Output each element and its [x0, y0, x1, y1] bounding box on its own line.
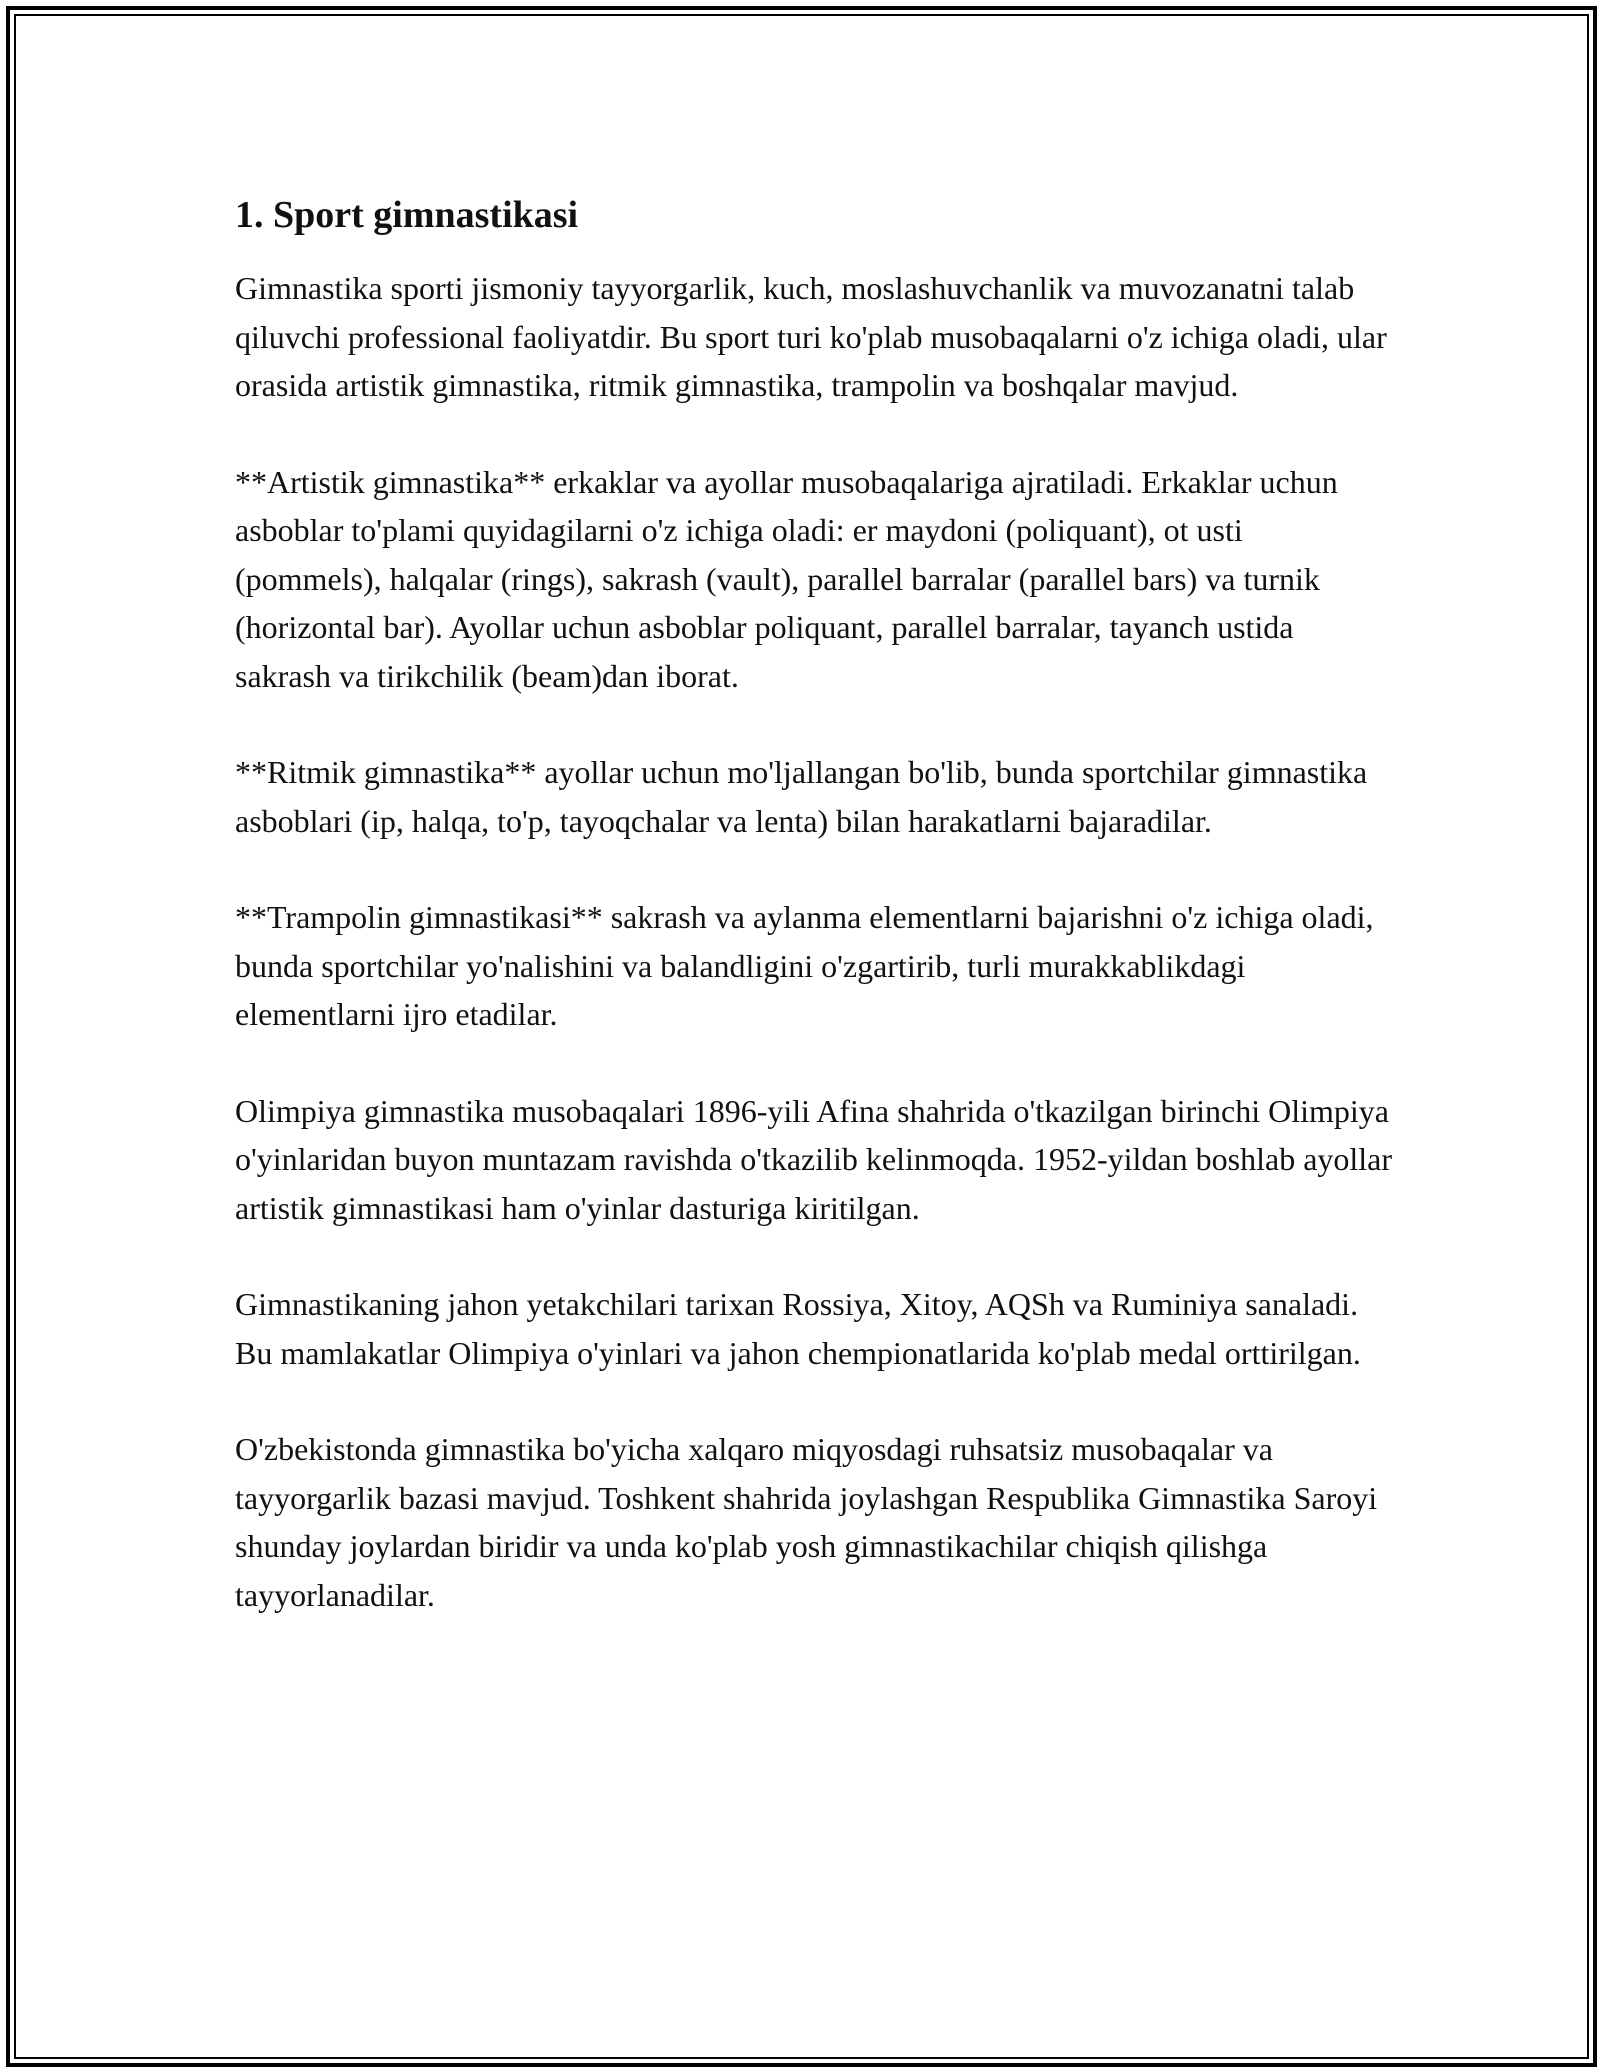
paragraph-uzbekistan: O'zbekistonda gimnastika bo'yicha xalqaro miqyosdagi ruhsatsiz musobaqalar va tayyorgarlik bazasi mavjud. Toshkent shahrida joylashgan Respublika Gimnastika Saroyi shunday joylardan biridir va unda ko'plab yosh gimnastikachilar chiqish qilishga tayyorlanadilar.: [235, 1431, 1378, 1613]
paragraph-olympic-history: Olimpiya gimnastika musobaqalari 1896-yili Afina shahrida o'tkazilgan birinchi Olimpiya o'yinlaridan buyon muntazam ravishda o'tkazilib kelinmoqda. 1952-yildan boshlab ayollar artistik gimnastikasi ham o'yinlar dasturiga kiritilgan.: [235, 1092, 1393, 1226]
paragraph-intro: Gimnastika sporti jismoniy tayyorgarlik, kuch, moslashuvchanlik va muvozanatni talab qiluvchi professional faoliyatdir. Bu sport turi ko'plab musobaqalarni o'z ichiga oladi, ular orasida artistik gimnastika, ritmik gimnastika, trampolin va boshqalar mavjud.: [235, 270, 1387, 403]
section-title: 1. Sport gimnastikasi: [235, 194, 579, 236]
paragraph-rhythmic-gymnastics: **Ritmik gimnastika** ayollar uchun mo'ljallangan bo'lib, bunda sportchilar gimnastika asboblari (ip, halqa, to'p, tayoqchalar va lenta) bilan harakatlarni bajaradilar.: [235, 754, 1368, 839]
paragraph-trampoline-gymnastics: **Trampolin gimnastikasi** sakrash va aylanma elementlarni bajarishni o'z ichiga oladi, bunda sportchilar yo'nalishini va balandligini o'zgartirib, turli murakkablikdagi elementlarni ijro etadilar.: [235, 899, 1374, 1032]
paragraph-artistic-gymnastics: **Artistik gimnastika** erkaklar va ayollar musobaqalariga ajratiladi. Erkaklar uchun asboblar to'plami quyidagilarni o'z ichiga oladi: er maydoni (poliquant), ot usti (pommels), halqalar (rings), sakrash (vault), parallel barralar (parallel bars) va turnik (horizontal bar). Ayollar uchun asboblar poliquant, parallel barralar, tayanch ustida sakrash va tirikchilik (beam)dan iborat.: [235, 463, 1338, 694]
paragraph-world-leaders: Gimnastikaning jahon yetakchilari tarixan Rossiya, Xitoy, AQSh va Ruminiya sanaladi. Bu mamlakatlar Olimpiya o'yinlari va jahon chempionatlarida ko'plab medal orttirilgan.: [235, 1286, 1361, 1371]
document-body: [235, 186, 1395, 1667]
